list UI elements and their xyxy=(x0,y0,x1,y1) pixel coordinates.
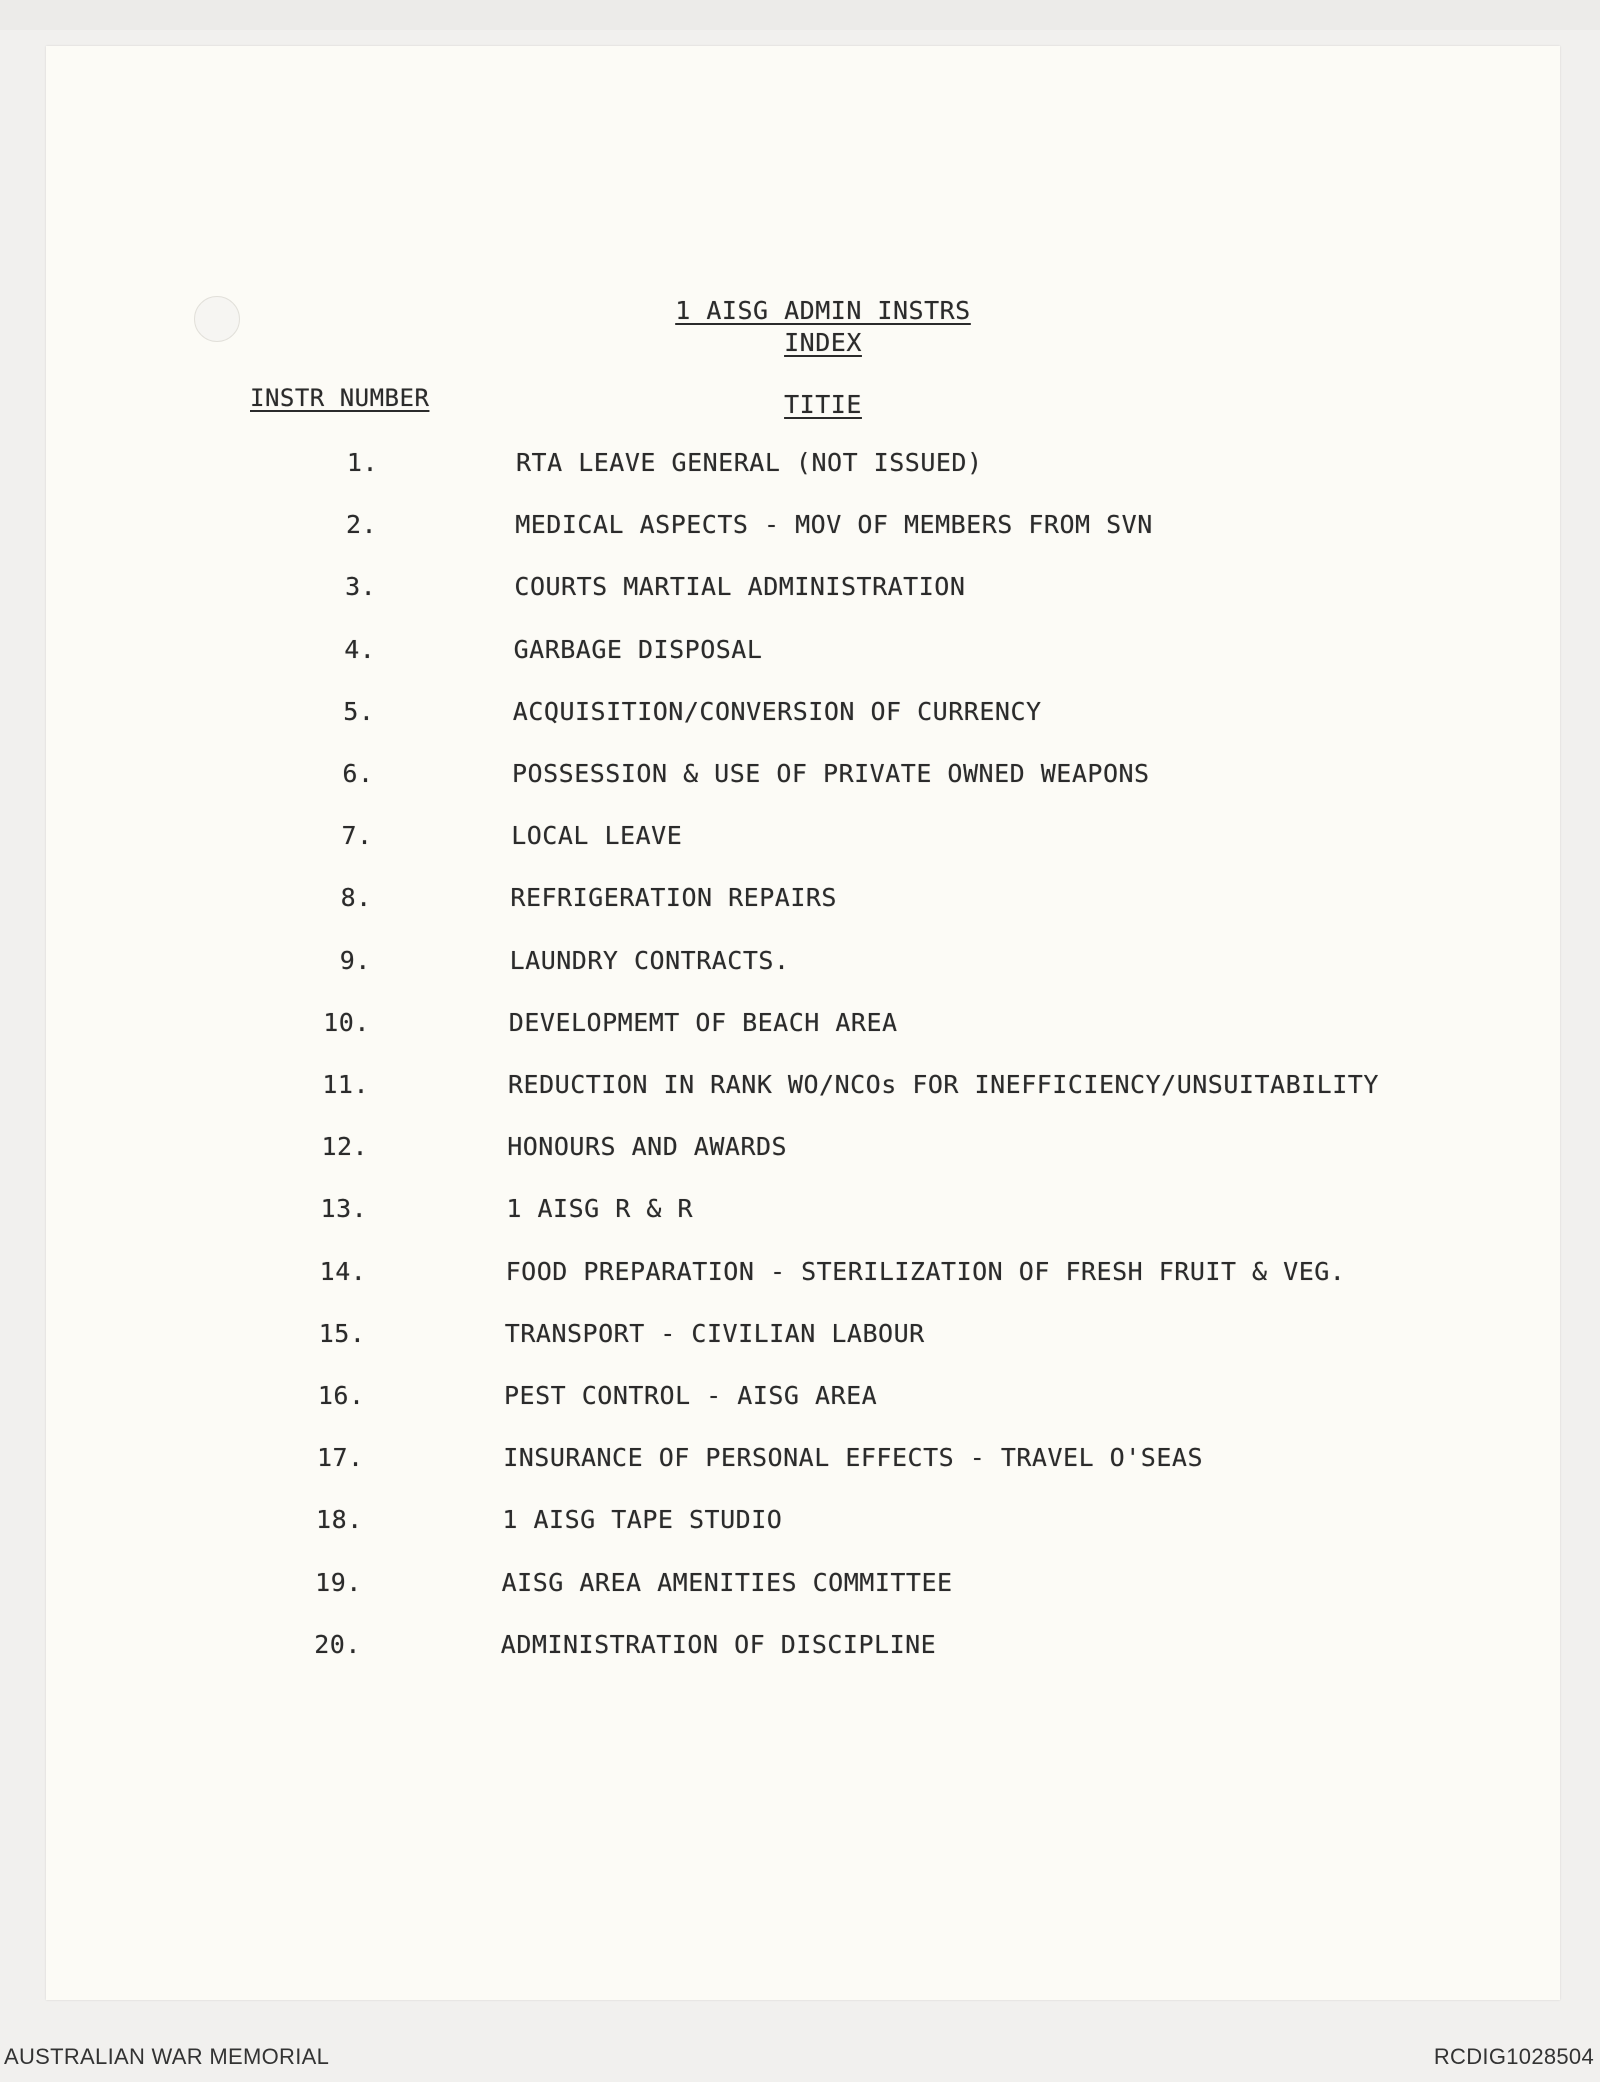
document-subheading: INDEX xyxy=(784,328,862,357)
instr-title: ACQUISITION/CONVERSION OF CURRENCY xyxy=(512,696,1042,726)
instr-number: 16. xyxy=(317,1381,365,1410)
instr-title: DEVELOPMEMT OF BEACH AREA xyxy=(508,1007,898,1037)
instr-number: 14. xyxy=(319,1256,367,1286)
instr-title: GARBAGE DISPOSAL xyxy=(513,634,763,664)
instr-number: 5. xyxy=(343,696,375,726)
instr-number: 19. xyxy=(315,1567,362,1597)
instr-title: TRANSPORT - CIVILIAN LABOUR xyxy=(504,1318,925,1348)
instr-number: 9. xyxy=(339,945,371,975)
instr-title: POSSESSION & USE OF PRIVATE OWNED WEAPONS xyxy=(512,759,1150,788)
instr-title: INSURANCE OF PERSONAL EFFECTS - TRAVEL O'SEAS xyxy=(503,1443,1203,1473)
instr-number: 3. xyxy=(345,572,377,602)
document-heading: 1 AISG ADMIN INSTRS xyxy=(675,296,971,325)
instr-number: 15. xyxy=(318,1318,366,1348)
instr-title: LAUNDRY CONTRACTS. xyxy=(509,945,790,975)
instr-number: 13. xyxy=(320,1194,368,1224)
instr-number: 2. xyxy=(345,510,378,540)
instr-title: 1 AISG TAPE STUDIO xyxy=(502,1505,783,1535)
instr-title: AISG AREA AMENITIES COMMITTEE xyxy=(501,1567,953,1597)
footer-institution: AUSTRALIAN WAR MEMORIAL xyxy=(4,2044,330,2069)
instr-title: 1 AISG R & R xyxy=(506,1194,694,1224)
instr-title: PEST CONTROL - AISG AREA xyxy=(504,1381,878,1410)
instr-number: 6. xyxy=(342,759,374,788)
punch-hole xyxy=(194,296,240,342)
scan-background xyxy=(0,0,1600,30)
instr-number: 10. xyxy=(323,1007,370,1037)
instr-title: RTA LEAVE GENERAL (NOT ISSUED) xyxy=(516,448,983,477)
instr-title: LOCAL LEAVE xyxy=(511,821,683,851)
instr-title: MEDICAL ASPECTS - MOV OF MEMBERS FROM SVN xyxy=(515,510,1153,540)
instr-title: FOOD PREPARATION - STERILIZATION OF FRESH FRUIT & VEG. xyxy=(505,1256,1346,1286)
instr-title: COURTS MARTIAL ADMINISTRATION xyxy=(514,572,966,602)
instr-number: 12. xyxy=(321,1132,369,1162)
instr-number: 8. xyxy=(340,883,372,913)
instr-title: ADMINISTRATION OF DISCIPLINE xyxy=(500,1629,937,1659)
instr-number: 20. xyxy=(314,1629,361,1659)
instr-number: 18. xyxy=(316,1505,363,1535)
instr-number: 17. xyxy=(316,1443,364,1473)
instr-number: 11. xyxy=(322,1070,369,1099)
footer-reference-id: RCDIG1028504 xyxy=(1433,2044,1594,2069)
instr-title: HONOURS AND AWARDS xyxy=(507,1132,788,1162)
instr-number: 4. xyxy=(344,634,376,664)
instr-number: 1. xyxy=(346,448,378,477)
instr-title: REDUCTION IN RANK WO/NCOs FOR INEFFICIENCY/UNSUITABILITY xyxy=(508,1070,1379,1099)
instr-title: REFRIGERATION REPAIRS xyxy=(510,883,837,913)
column-header-title: TITIE xyxy=(784,390,862,419)
column-header-number: INSTR NUMBER xyxy=(250,384,430,412)
instr-number: 7. xyxy=(341,821,373,851)
